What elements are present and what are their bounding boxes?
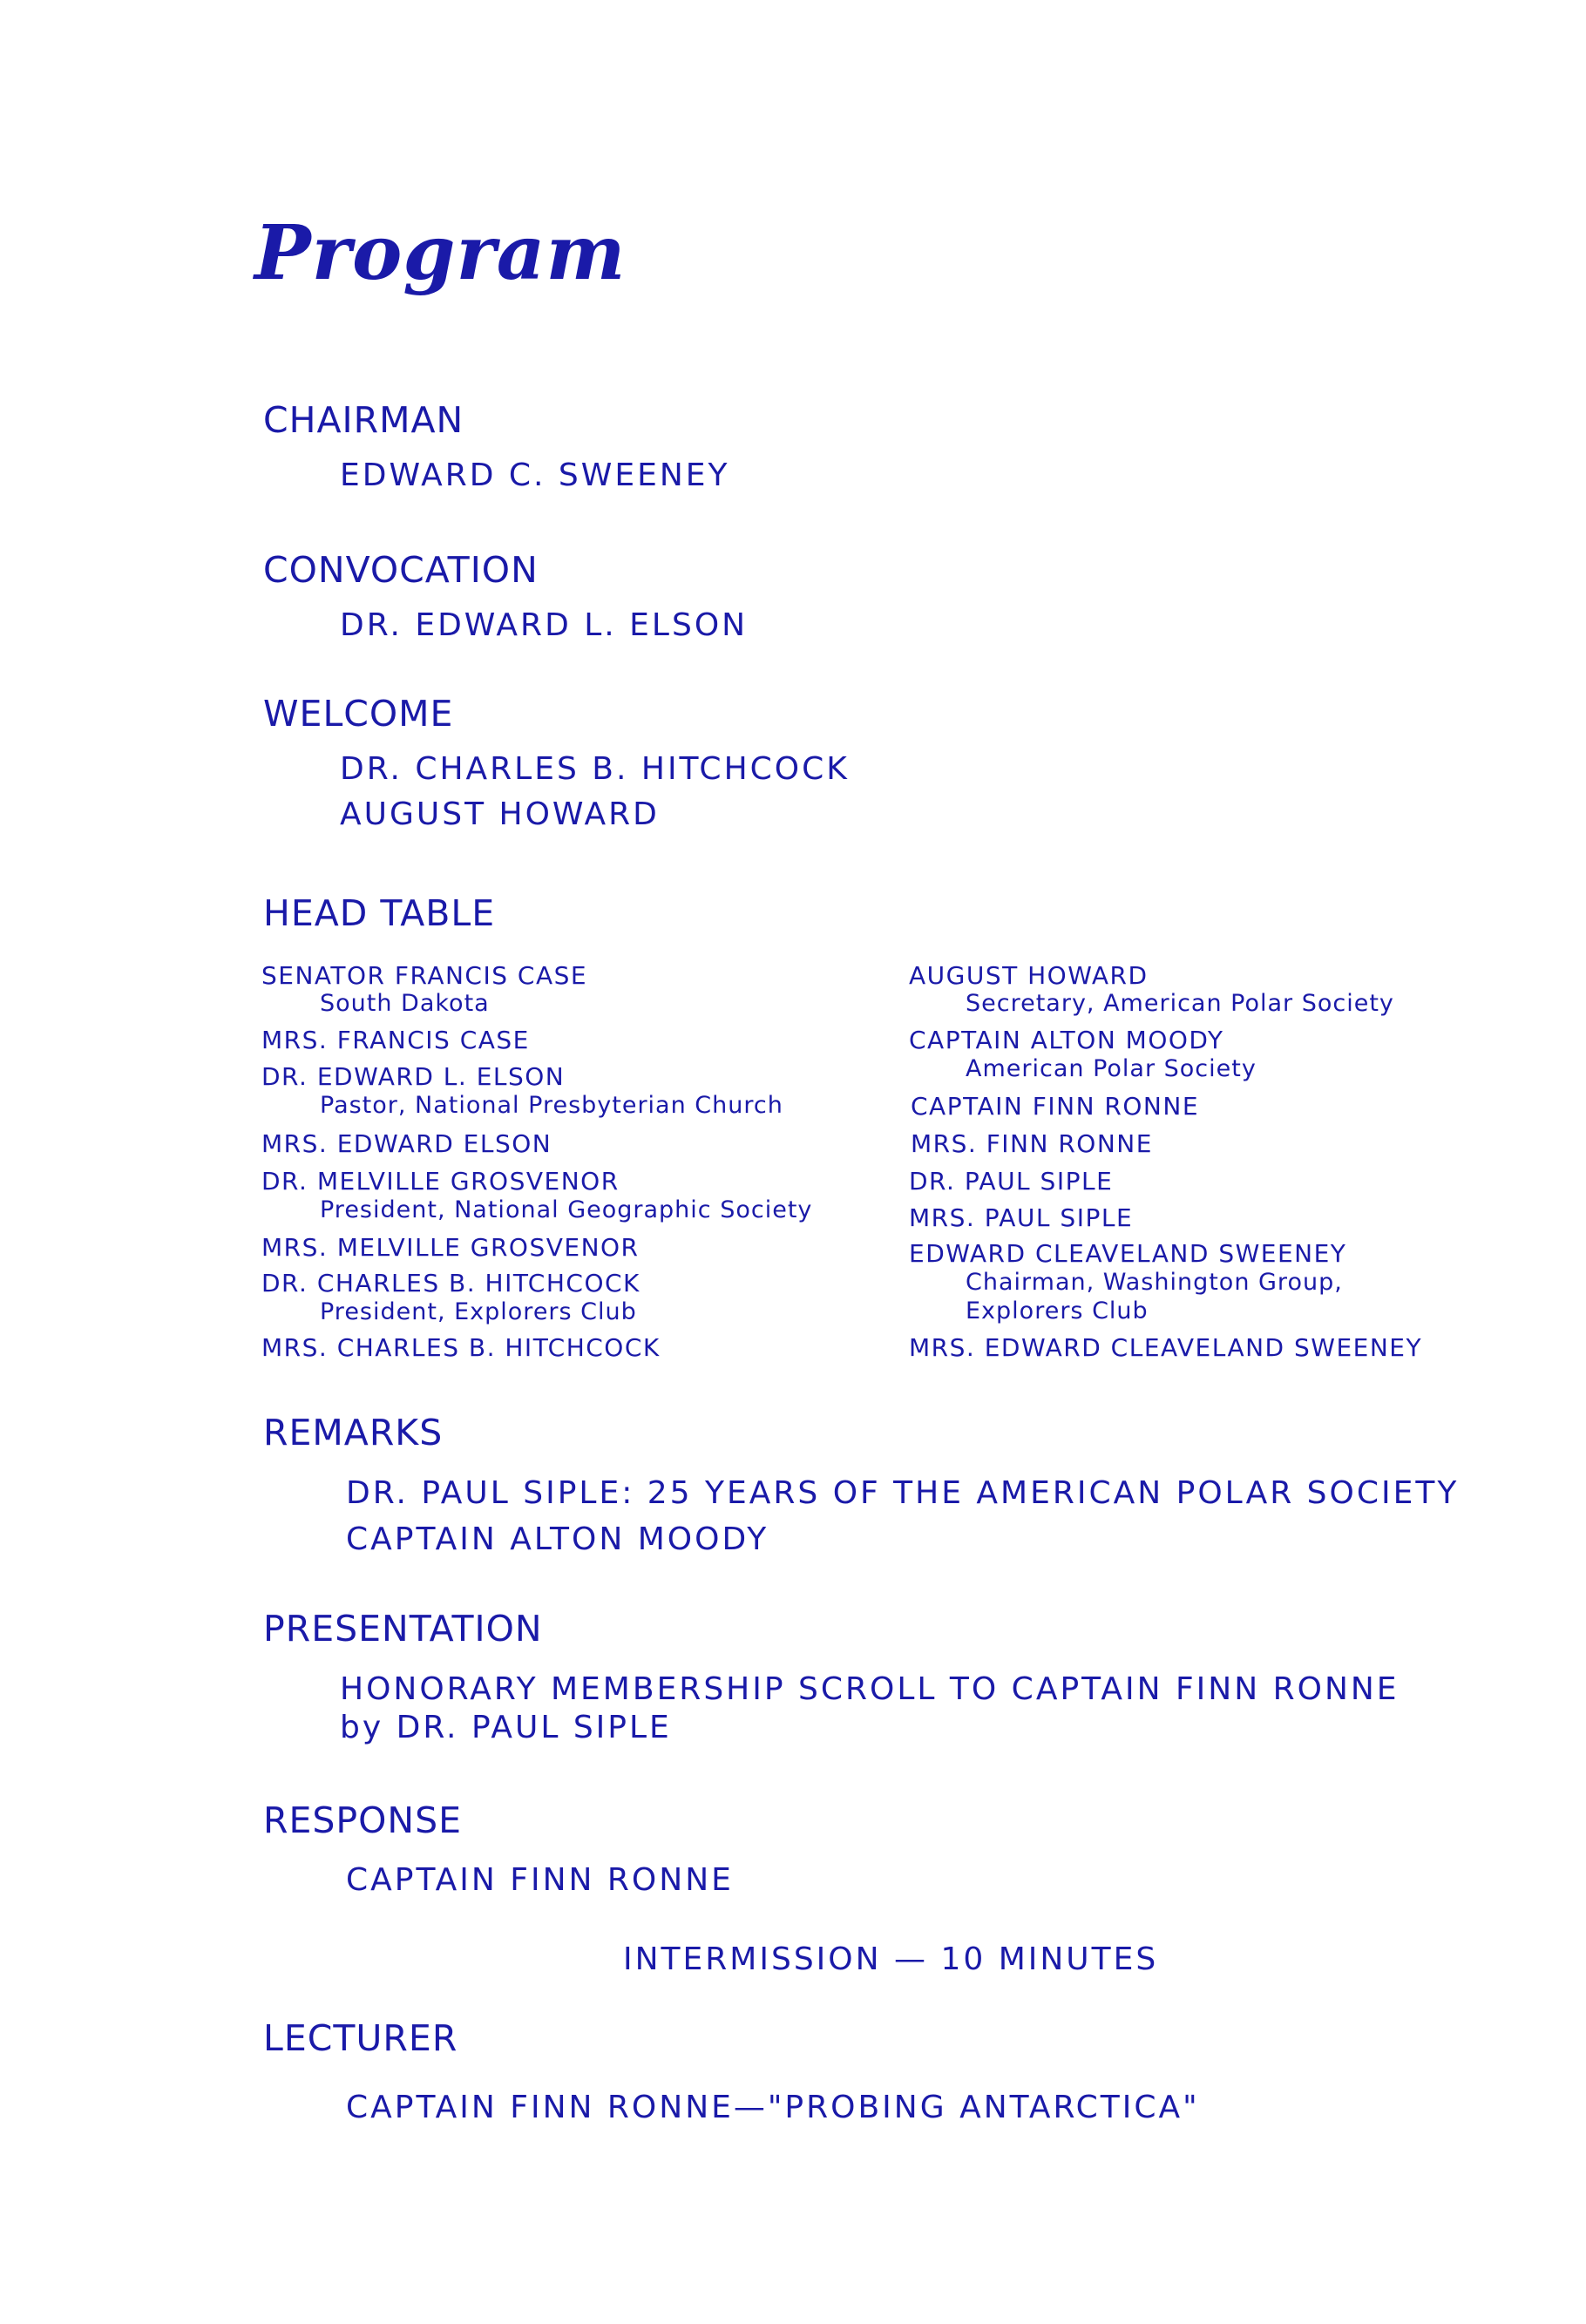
head-table-left-name: MRS. EDWARD ELSON [261, 1129, 552, 1158]
head-table-left-name: DR. EDWARD L. ELSON [261, 1062, 566, 1091]
head-table-right-name: CAPTAIN ALTON MOODY [909, 1026, 1224, 1054]
head-table-left-sub: President, Explorers Club [320, 1298, 637, 1325]
presentation-line-2: by DR. PAUL SIPLE [340, 1710, 672, 1745]
heading-lecturer: LECTURER [263, 2017, 458, 2059]
remarks-line-2: CAPTAIN ALTON MOODY [346, 1521, 769, 1557]
head-table-left-name: MRS. FRANCIS CASE [261, 1026, 530, 1054]
convocation-name: DR. EDWARD L. ELSON [340, 607, 749, 643]
heading-presentation: PRESENTATION [263, 1608, 543, 1650]
head-table-right-sub: Chairman, Washington Group, [966, 1269, 1343, 1296]
head-table-right-name: AUGUST HOWARD [909, 961, 1149, 990]
welcome-name-1: DR. CHARLES B. HITCHCOCK [340, 751, 850, 787]
remarks-line-1: DR. PAUL SIPLE: 25 YEARS OF THE AMERICAN POLAR SOCIETY [346, 1475, 1460, 1511]
head-table-right-sub: American Polar Society [966, 1055, 1257, 1082]
lecturer-line: CAPTAIN FINN RONNE—"PROBING ANTARCTICA" [346, 2090, 1200, 2125]
heading-response: RESPONSE [263, 1799, 463, 1841]
heading-convocation: CONVOCATION [263, 549, 539, 591]
head-table-right-name: DR. PAUL SIPLE [909, 1167, 1114, 1196]
head-table-right-name: EDWARD CLEAVELAND SWEENEY [909, 1239, 1347, 1268]
head-table-left-sub: Pastor, National Presbyterian Church [320, 1092, 783, 1119]
heading-chairman: CHAIRMAN [263, 399, 464, 441]
head-table-left-name: DR. CHARLES B. HITCHCOCK [261, 1269, 640, 1298]
welcome-name-2: AUGUST HOWARD [340, 796, 660, 832]
head-table-left-name: SENATOR FRANCIS CASE [261, 961, 588, 990]
head-table-right-name: MRS. PAUL SIPLE [909, 1203, 1134, 1232]
presentation-line-1: HONORARY MEMBERSHIP SCROLL TO CAPTAIN FINN RONNE [340, 1671, 1400, 1707]
head-table-right-name: CAPTAIN FINN RONNE [911, 1092, 1200, 1121]
head-table-left-name: MRS. MELVILLE GROSVENOR [261, 1233, 640, 1262]
head-table-left-sub: South Dakota [320, 990, 490, 1017]
heading-remarks: REMARKS [263, 1412, 444, 1453]
page-title: Program [254, 209, 627, 297]
intermission-note: INTERMISSION — 10 MINUTES [623, 1941, 1159, 1977]
head-table-right-name: MRS. FINN RONNE [911, 1129, 1153, 1158]
head-table-right-sub: Secretary, American Polar Society [966, 990, 1394, 1017]
heading-head-table: HEAD TABLE [263, 892, 496, 934]
head-table-left-name: MRS. CHARLES B. HITCHCOCK [261, 1333, 661, 1362]
chairman-name: EDWARD C. SWEENEY [340, 457, 730, 493]
response-name: CAPTAIN FINN RONNE [346, 1862, 734, 1898]
head-table-right-name: MRS. EDWARD CLEAVELAND SWEENEY [909, 1333, 1423, 1362]
heading-welcome: WELCOME [263, 693, 454, 735]
head-table-left-name: DR. MELVILLE GROSVENOR [261, 1167, 620, 1196]
head-table-left-sub: President, National Geographic Society [320, 1196, 813, 1223]
head-table-right-sub: Explorers Club [966, 1298, 1149, 1325]
